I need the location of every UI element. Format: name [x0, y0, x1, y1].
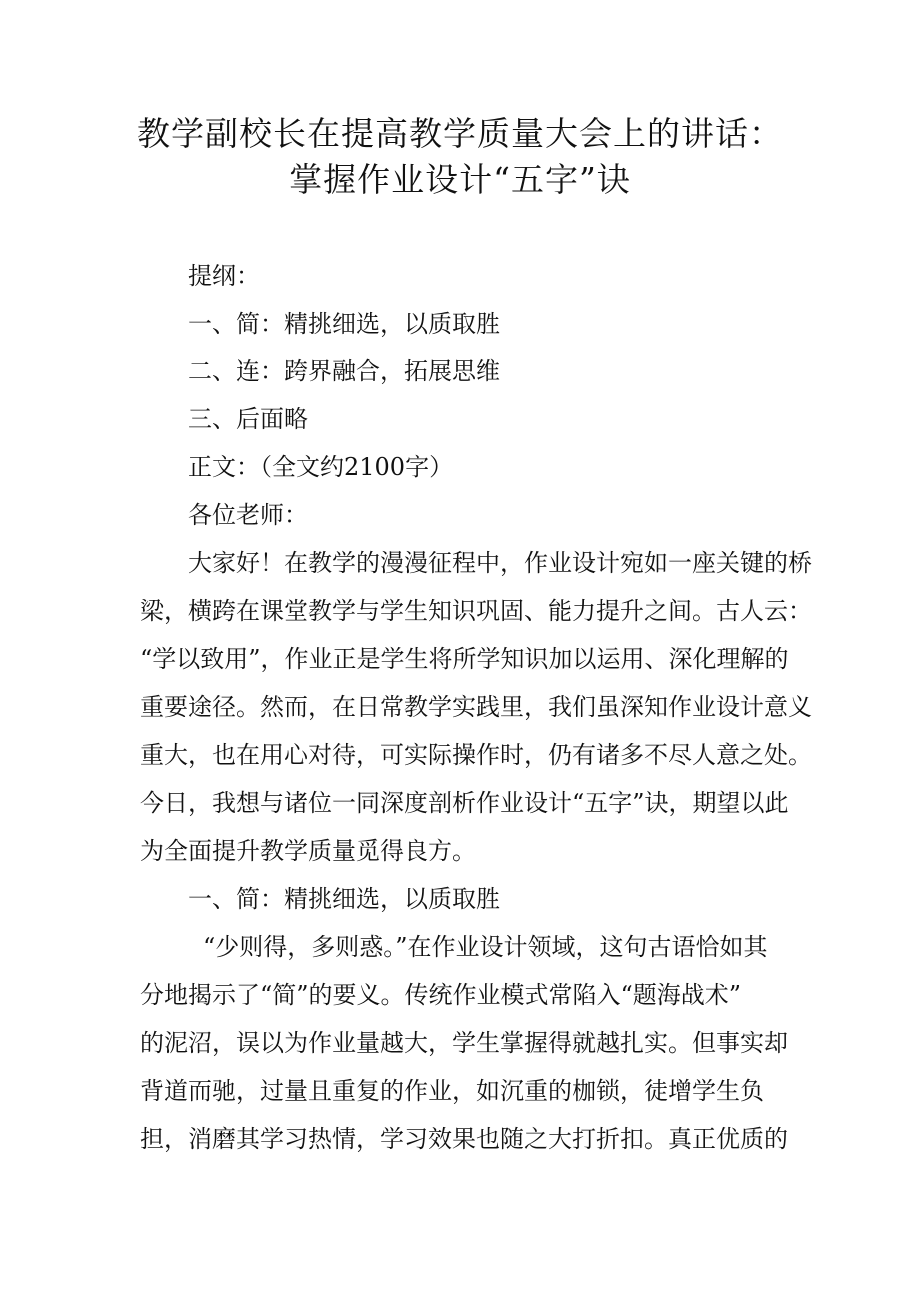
section-1-heading: 一、简：精挑细选，以质取胜 [188, 885, 500, 913]
outline-item-2: 二、连：跨界融合，拓展思维 [188, 357, 500, 385]
paragraph-2-line: “少则得，多则惑。”在作业设计领域，这句古语恰如其 [203, 933, 768, 961]
paragraph-1-line: 重大，也在用心对待，可实际操作时，仍有诸多不尽人意之处。 [140, 741, 812, 769]
paragraph-2-line: 背道而驰，过量且重复的作业，如沉重的枷锁，徒增学生负 [140, 1077, 764, 1105]
paragraph-2-line: 的泥沼，误以为作业量越大，学生掌握得就越扎实。但事实却 [140, 1029, 788, 1057]
greeting: 各位老师： [188, 501, 308, 529]
outline-label: 提纲： [188, 262, 260, 290]
paragraph-1-line: 为全面提升教学质量觅得良方。 [140, 837, 476, 865]
outline-item-3: 三、后面略 [188, 405, 308, 433]
document-title-line-1: 教学副校长在提高教学质量大会上的讲话： [137, 114, 783, 153]
paragraph-2-line: 分地揭示了“简”的要义。传统作业模式常陷入“题海战术” [140, 981, 742, 1009]
paragraph-2-line: 担，消磨其学习热情，学习效果也随之大打折扣。真正优质的 [140, 1125, 788, 1153]
document-title-line-2: 掌握作业设计“五字”诀 [289, 160, 631, 199]
paragraph-1-line: “学以致用”，作业正是学生将所学知识加以运用、深化理解的 [140, 645, 789, 673]
paragraph-1-line: 梁，横跨在课堂教学与学生知识巩固、能力提升之间。古人云： [140, 597, 812, 625]
paragraph-1-line: 大家好！在教学的漫漫征程中，作业设计宛如一座关键的桥 [188, 549, 812, 577]
word-count-note: 正文：（全文约2100字） [188, 453, 454, 481]
paragraph-1-line: 重要途径。然而，在日常教学实践里，我们虽深知作业设计意义 [140, 693, 812, 721]
outline-item-1: 一、简：精挑细选，以质取胜 [188, 310, 500, 338]
paragraph-1-line: 今日，我想与诸位一同深度剖析作业设计“五字”诀，期望以此 [140, 789, 789, 817]
